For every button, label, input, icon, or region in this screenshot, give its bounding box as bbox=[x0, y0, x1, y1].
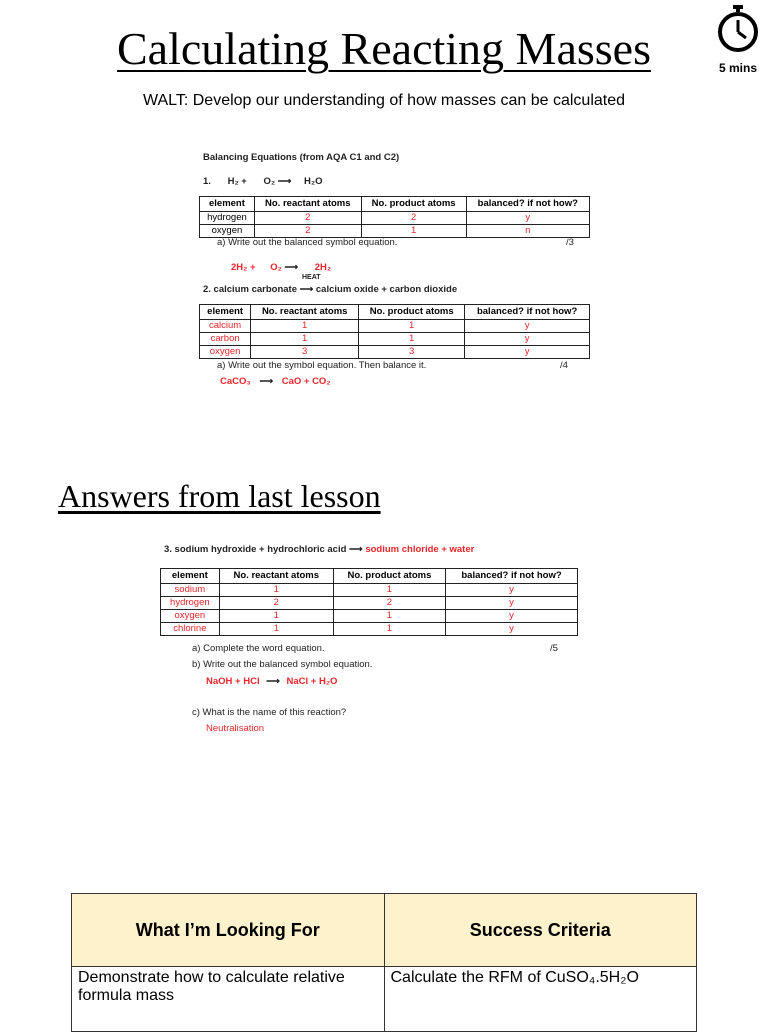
arrow-icon: ⟶ bbox=[349, 544, 363, 555]
q3-answer-c: Neutralisation bbox=[206, 723, 265, 734]
heat-label: HEAT bbox=[302, 274, 321, 281]
criteria-col2-header: Success Criteria bbox=[384, 894, 697, 967]
table-row: oxygen 3 3 y bbox=[200, 346, 590, 359]
q1-part-a: a) Write out the balanced symbol equation. bbox=[217, 237, 398, 248]
timer-label: 5 mins bbox=[718, 61, 757, 75]
q3-part-b: b) Write out the balanced symbol equation. bbox=[192, 659, 373, 670]
q2-mark-a: /4 bbox=[560, 360, 568, 371]
table-row: oxygen 2 1 n bbox=[200, 225, 590, 238]
arrow-icon: ⟶ bbox=[266, 676, 280, 687]
criteria-col2-text: Calculate the RFM of CuSO₄.5H₂O bbox=[384, 967, 697, 1032]
timer bbox=[714, 4, 762, 75]
arrow-icon: ⟶ bbox=[259, 376, 274, 387]
q1-mark-a: /3 bbox=[566, 237, 574, 248]
table-row: calcium 1 1 y bbox=[200, 320, 590, 333]
q3-table: element No. reactant atoms No. product atoms balanced? if not how? sodium 1 1 y hydrogen 2 2 y oxygen 1 1 y chlorine 1 1 y bbox=[160, 568, 578, 636]
criteria-col1-header: What I’m Looking For bbox=[72, 894, 385, 967]
q1-table: element No. reactant atoms No. product atoms balanced? if not how? hydrogen 2 2 y oxygen 2 1 n bbox=[199, 196, 590, 238]
criteria-table bbox=[71, 893, 697, 1032]
table-row: hydrogen 2 2 y bbox=[200, 212, 590, 225]
q3-equation: 3. sodium hydroxide + hydrochloric acid ⟶ sodium chloride + water bbox=[164, 544, 475, 555]
answers-heading: Answers from last lesson bbox=[58, 478, 381, 514]
q2-answer: CaCO₃ ⟶ CaO + CO₂ bbox=[220, 376, 331, 387]
q3-answer-b: NaOH + HCl ⟶ NaCl + H₂O bbox=[206, 676, 338, 687]
q2-table: element No. reactant atoms No. product atoms balanced? if not how? calcium 1 1 y carbon 1 1 y oxygen 3 3 y bbox=[199, 304, 590, 359]
walt-objective: WALT: Develop our understanding of how masses can be calculated bbox=[142, 92, 626, 109]
arrow-icon: ⟶ bbox=[277, 176, 292, 187]
arrow-icon: ⟶ bbox=[299, 284, 314, 295]
q3-mark-a: /5 bbox=[550, 643, 558, 654]
table-row: oxygen 1 1 y bbox=[161, 610, 578, 623]
stopwatch-icon bbox=[716, 4, 760, 54]
worksheet1-heading: Balancing Equations (from AQA C1 and C2) bbox=[203, 152, 400, 163]
q3-part-c: c) What is the name of this reaction? bbox=[192, 707, 347, 718]
table-row: sodium 1 1 y bbox=[161, 584, 578, 597]
table-row: hydrogen 2 2 y bbox=[161, 597, 578, 610]
q1-answer: 2H₂ + O₂ ⟶ 2H₂ bbox=[231, 262, 332, 273]
q3-part-a: a) Complete the word equation. bbox=[192, 643, 325, 654]
arrow-icon: ⟶ bbox=[284, 262, 299, 273]
table-row: chlorine 1 1 y bbox=[161, 623, 578, 636]
criteria-col1-text: Demonstrate how to calculate relative formula mass bbox=[72, 967, 385, 1032]
page-title: Calculating Reacting Masses bbox=[117, 23, 651, 74]
table-row: carbon 1 1 y bbox=[200, 333, 590, 346]
q1-equation: 1. H₂ + O₂ ⟶ H₂O bbox=[203, 176, 323, 187]
q2-equation: 2. calcium carbonate ⟶ calcium oxide + carbon dioxide bbox=[203, 284, 458, 295]
q2-part-a: a) Write out the symbol equation. Then balance it. bbox=[217, 360, 427, 371]
